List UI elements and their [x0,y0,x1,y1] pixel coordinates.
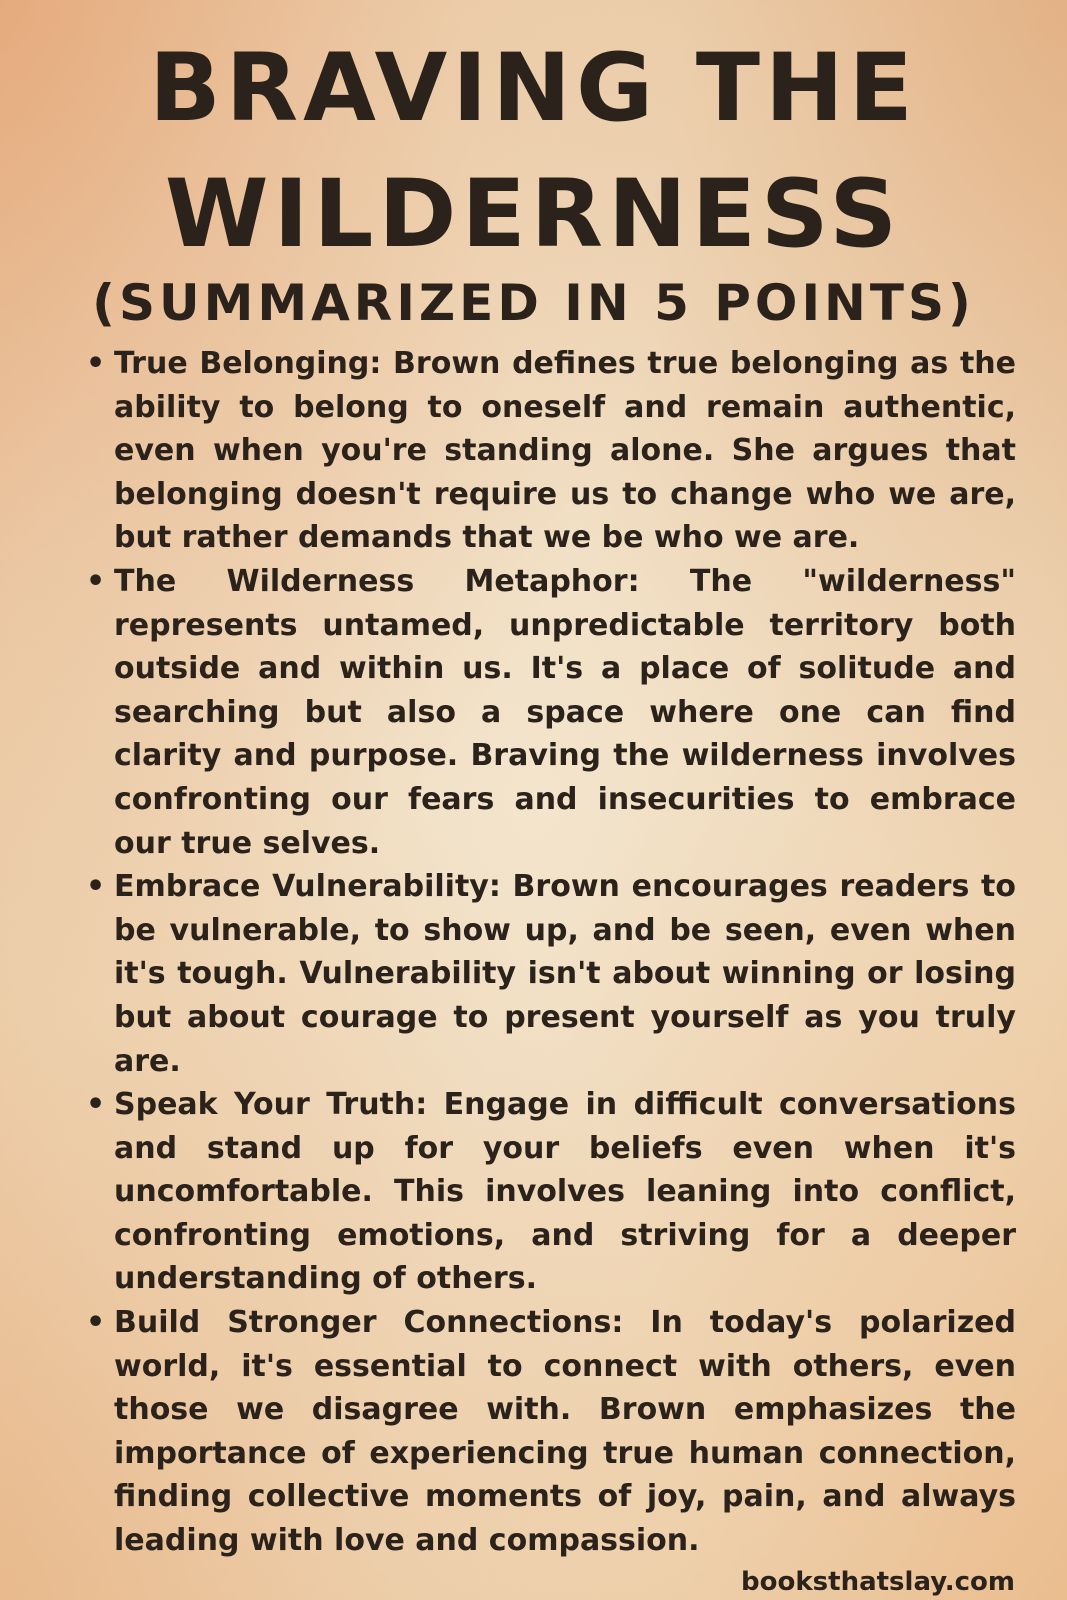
bullet-icon: • [86,1087,106,1123]
summary-point-embrace-vulnerability [82,865,1016,1083]
page-title: BRAVING THE WILDERNESS [149,34,918,269]
summary-point-true-belonging [82,342,1016,560]
point-text: Embrace Vulnerability: Brown encourages readers to be vulnerable, to show up, and be seen, even when it's tough. Vulnerability isn't about winning or losing but about courage to present yourself as you truly are. [114,869,1016,1079]
point-text: True Belonging: Brown defines true belonging as the ability to belong to oneself and remain authentic, even when you're standing alone. She argues that belonging doesn't require us to change who we are, but rather demands that we be who we are. [114,346,1016,556]
summary-points-list [82,342,1016,1563]
site-credit: booksthatslay.com [741,1567,1015,1597]
bullet-icon: • [86,869,106,905]
summary-point-build-connections [82,1301,1016,1563]
bullet-icon: • [86,563,106,599]
summary-point-wilderness-metaphor [82,560,1016,865]
bullet-icon: • [86,1305,106,1341]
page-subtitle: (SUMMARIZED IN 5 POINTS) [92,274,975,332]
bullet-icon: • [86,346,106,381]
point-text: The Wilderness Metaphor: The "wilderness" represents untamed, unpredictable territory both outside and within us. It's a place of solitude and searching but also a space where one can find clarity and purpose. Braving the wilderness involves confronting our fears and insecurities to embrace our true selves. [114,563,1016,861]
point-text: Build Stronger Connections: In today's polarized world, it's essential to connect with others, even those we disagree with. Brown emphasizes the importance of experiencing true human connection, finding collective moments of joy, pain, and always leading with love and compassion. [114,1305,1016,1559]
summary-point-speak-your-truth [82,1083,1016,1301]
point-text: Speak Your Truth: Engage in difficult conversations and stand up for your beliefs even when it's uncomfortable. This involves leaning into conflict, confronting emotions, and striving for a deeper understanding of others. [114,1087,1016,1297]
